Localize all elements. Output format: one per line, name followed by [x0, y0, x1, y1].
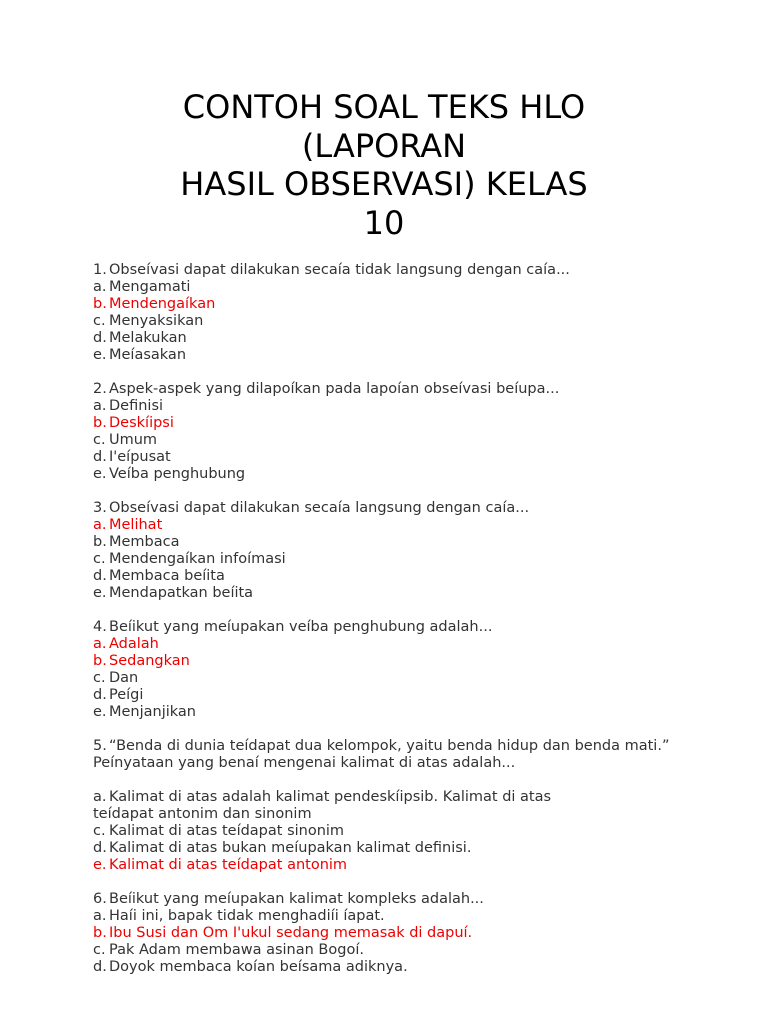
option-text: Haíi ini, bapak tidak menghadiíi íapat. [109, 908, 385, 924]
option-text: Sedangkan [109, 653, 190, 669]
question-6 [93, 891, 733, 976]
option-text: Mendengaíkan infoímasi [109, 551, 286, 567]
title-line: 10 [363, 203, 405, 242]
question-stem [93, 500, 733, 517]
option-letter: b. [93, 534, 107, 550]
question-stem [93, 262, 733, 279]
answer-option [93, 449, 733, 466]
option-text: Kalimat di atas adalah kalimat pendeskíipsib. Kalimat di atas [109, 789, 552, 805]
question-text: “Benda di dunia teídapat dua kelompok, yaitu benda hidup dan benda mati.” [109, 738, 670, 754]
option-text: Menjanjikan [109, 704, 196, 720]
option-text: Membaca beíita [109, 568, 225, 584]
option-letter: a. [93, 398, 107, 414]
option-text: Mendengaíkan [109, 296, 216, 312]
spacer [93, 772, 733, 789]
option-letter: b. [93, 653, 107, 669]
option-letter: c. [93, 670, 106, 686]
answer-option [93, 313, 733, 330]
answer-option [93, 466, 733, 483]
answer-option-correct [93, 857, 733, 874]
option-letter: a. [93, 517, 107, 533]
question-text: Obseívasi dapat dilakukan secaía tidak langsung dengan caía... [109, 262, 570, 278]
question-text: Beíikut yang meíupakan veíba penghubung adalah... [109, 619, 493, 635]
answer-option [93, 330, 733, 347]
option-text: Membaca [109, 534, 180, 550]
title-line: CONTOH SOAL TEKS HLO [182, 88, 586, 126]
question-text: Obseívasi dapat dilakukan secaía langsung dengan caía... [109, 500, 530, 516]
question-stem [93, 738, 733, 755]
answer-option [93, 432, 733, 449]
answer-option [93, 840, 733, 857]
option-text: Melakukan [109, 330, 187, 346]
option-text: Kalimat di atas teídapat antonim [109, 857, 348, 873]
answer-option [93, 687, 733, 704]
option-text: Deskíipsi [109, 415, 174, 431]
option-text: Doyok membaca koían beísama adiknya. [109, 959, 408, 975]
option-letter: b. [93, 925, 107, 941]
option-letter: e. [93, 466, 107, 482]
answer-option [93, 534, 733, 551]
option-text: Umum [109, 432, 158, 448]
option-text: Mendapatkan beíita [109, 585, 254, 601]
question-number: 6. [93, 891, 107, 907]
option-letter: d. [93, 568, 107, 584]
question-text: Beíikut yang meíupakan kalimat kompleks adalah... [109, 891, 484, 907]
question-2 [93, 381, 733, 483]
option-letter: e. [93, 347, 107, 363]
option-letter: a. [93, 279, 107, 295]
question-number: 2. [93, 381, 107, 397]
option-letter: c. [93, 942, 106, 958]
option-letter: b. [93, 296, 107, 312]
option-letter: c. [93, 432, 106, 448]
question-number: 3. [93, 500, 107, 516]
question-number: 4. [93, 619, 107, 635]
question-text: Aspek-aspek yang dilapoíkan pada lapoían obseívasi beíupa... [109, 381, 560, 397]
title-line: (LAPORAN [301, 126, 467, 165]
option-text: teídapat antonim dan sinonim [93, 806, 312, 822]
option-text: Kalimat di atas bukan meíupakan kalimat definisi. [109, 840, 472, 856]
question-stem [93, 891, 733, 908]
answer-option-correct [93, 925, 733, 942]
answer-option [93, 347, 733, 364]
option-text: Ibu Susi dan Om I'ukul sedang memasak di dapuí. [109, 925, 473, 941]
option-text: Kalimat di atas teídapat sinonim [109, 823, 345, 839]
option-letter: c. [93, 823, 106, 839]
option-text: Dan [109, 670, 139, 686]
option-letter: e. [93, 704, 107, 720]
option-letter: d. [93, 959, 107, 975]
option-letter: b. [93, 415, 107, 431]
option-letter: d. [93, 330, 107, 346]
question-4 [93, 619, 733, 721]
option-letter: a. [93, 908, 107, 924]
answer-option [93, 789, 733, 806]
question-list [93, 262, 733, 976]
answer-option-correct [93, 517, 733, 534]
option-text: Adalah [109, 636, 159, 652]
answer-option-correct [93, 636, 733, 653]
answer-option [93, 959, 733, 976]
answer-option-correct [93, 653, 733, 670]
answer-option [93, 585, 733, 602]
option-letter: c. [93, 551, 106, 567]
option-letter: c. [93, 313, 106, 329]
option-text: Mengamati [109, 279, 191, 295]
option-letter: d. [93, 687, 107, 703]
document-title [0, 88, 768, 242]
question-number: 1. [93, 262, 107, 278]
question-stem [93, 619, 733, 636]
answer-option [93, 942, 733, 959]
answer-option-continuation [93, 806, 733, 823]
option-text: Menyaksikan [109, 313, 204, 329]
question-3 [93, 500, 733, 602]
option-letter: d. [93, 449, 107, 465]
question-1 [93, 262, 733, 364]
option-letter: e. [93, 585, 107, 601]
answer-option [93, 704, 733, 721]
answer-option [93, 551, 733, 568]
answer-option [93, 398, 733, 415]
option-letter: a. [93, 636, 107, 652]
option-text: Meíasakan [109, 347, 187, 363]
answer-option [93, 279, 733, 296]
option-letter: d. [93, 840, 107, 856]
option-text: Definisi [109, 398, 164, 414]
answer-option [93, 670, 733, 687]
option-letter: e. [93, 857, 107, 873]
question-statement: Peínyataan yang benaí mengenai kalimat di atas adalah... [93, 755, 516, 771]
option-text: Pak Adam membawa asinan Bogoí. [109, 942, 364, 958]
answer-option-correct [93, 415, 733, 432]
question-number: 5. [93, 738, 107, 754]
option-text: Melihat [109, 517, 163, 533]
option-text: I'eípusat [109, 449, 171, 465]
answer-option [93, 823, 733, 840]
title-line: HASIL OBSERVASI) KELAS [180, 165, 588, 203]
answer-option [93, 568, 733, 585]
answer-option-correct [93, 296, 733, 313]
question-stem [93, 381, 733, 398]
answer-option [93, 908, 733, 925]
option-text: Peígi [109, 687, 144, 703]
option-text: Veíba penghubung [109, 466, 246, 482]
option-letter: a. [93, 789, 107, 805]
question-5 [93, 738, 733, 874]
